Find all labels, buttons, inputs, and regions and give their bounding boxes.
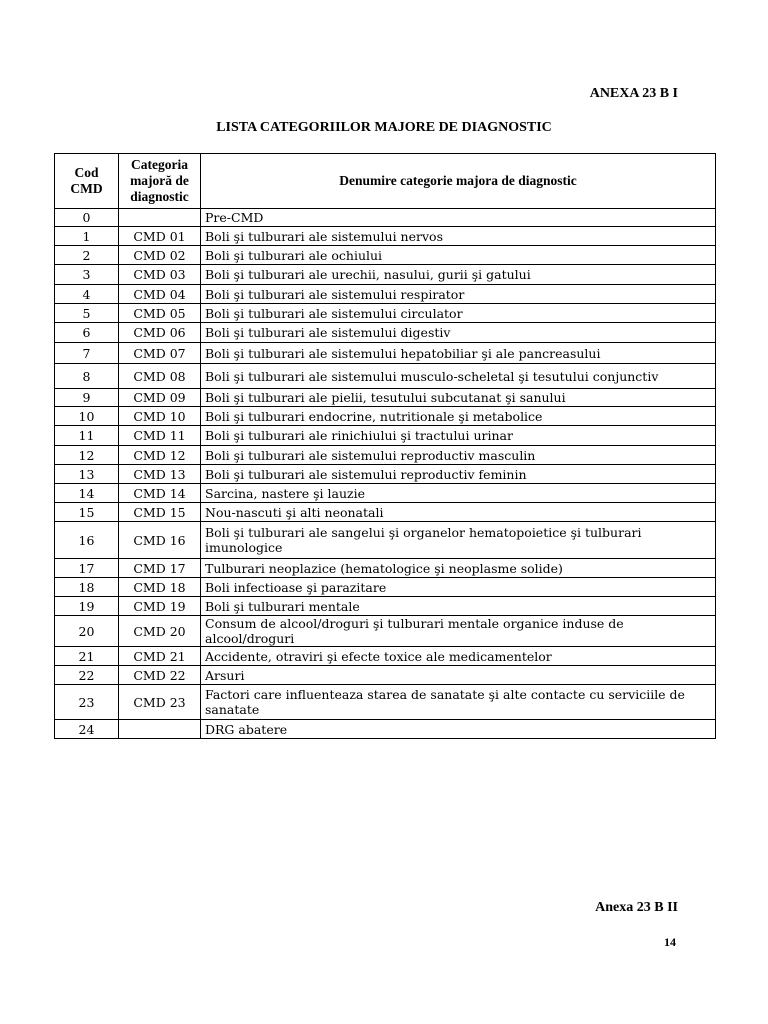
cell-categoria xyxy=(119,720,201,739)
cell-cod-cmd: 18 xyxy=(55,578,119,597)
table-row xyxy=(55,559,716,578)
cell-denumire: Boli şi tulburari ale sistemului reproductiv masculin xyxy=(201,446,716,465)
table-row xyxy=(55,616,716,647)
table-row xyxy=(55,265,716,285)
cell-cod-cmd: 16 xyxy=(55,522,119,559)
table-row xyxy=(55,666,716,685)
table-row xyxy=(55,465,716,484)
table-row xyxy=(55,389,716,407)
table-row xyxy=(55,364,716,389)
cmd-table xyxy=(54,153,716,739)
cell-cod-cmd: 19 xyxy=(55,597,119,616)
table-row xyxy=(55,426,716,446)
cell-denumire: Nou-nascuti şi alti neonatali xyxy=(201,503,716,522)
cell-cod-cmd: 2 xyxy=(55,246,119,265)
cell-categoria: CMD 14 xyxy=(119,484,201,503)
cell-cod-cmd: 4 xyxy=(55,285,119,304)
table-row xyxy=(55,647,716,666)
table-row xyxy=(55,246,716,265)
cell-denumire: Pre-CMD xyxy=(201,209,716,227)
cell-categoria: CMD 02 xyxy=(119,246,201,265)
table-row xyxy=(55,304,716,323)
cell-denumire: Boli şi tulburari ale sistemului musculo-scheletal şi tesutului conjunctiv xyxy=(201,364,716,389)
cell-denumire: Arsuri xyxy=(201,666,716,685)
cell-categoria: CMD 05 xyxy=(119,304,201,323)
header-denumire: Denumire categorie majora de diagnostic xyxy=(201,154,716,209)
table-row xyxy=(55,407,716,426)
header-cod-cmd: Cod CMD xyxy=(55,154,119,209)
cell-cod-cmd: 6 xyxy=(55,323,119,343)
cell-denumire: Accidente, otraviri şi efecte toxice ale medicamentelor xyxy=(201,647,716,666)
header-categoria: Categoria majoră de diagnostic xyxy=(119,154,201,209)
cell-categoria: CMD 22 xyxy=(119,666,201,685)
table-row xyxy=(55,209,716,227)
table-row xyxy=(55,484,716,503)
cell-cod-cmd: 5 xyxy=(55,304,119,323)
cell-cod-cmd: 9 xyxy=(55,389,119,407)
cell-categoria: CMD 19 xyxy=(119,597,201,616)
cell-cod-cmd: 15 xyxy=(55,503,119,522)
cell-cod-cmd: 10 xyxy=(55,407,119,426)
cell-denumire: Boli şi tulburari ale sistemului respirator xyxy=(201,285,716,304)
cell-denumire: Boli şi tulburari endocrine, nutritionale şi metabolice xyxy=(201,407,716,426)
cell-denumire: DRG abatere xyxy=(201,720,716,739)
cell-categoria: CMD 15 xyxy=(119,503,201,522)
cell-cod-cmd: 7 xyxy=(55,343,119,364)
cell-categoria: CMD 03 xyxy=(119,265,201,285)
table-body xyxy=(55,209,716,739)
table-row xyxy=(55,285,716,304)
table-row xyxy=(55,597,716,616)
cell-denumire: Boli şi tulburari ale sangelui şi organelor hematopoietice şi tulburari imunologice xyxy=(201,522,716,559)
cell-denumire: Boli şi tulburari ale sistemului hepatobiliar şi ale pancreasului xyxy=(201,343,716,364)
cell-categoria: CMD 10 xyxy=(119,407,201,426)
cell-categoria: CMD 17 xyxy=(119,559,201,578)
cell-denumire: Factori care influenteaza starea de sanatate şi alte contacte cu serviciile de sanatate xyxy=(201,685,716,720)
page-number: 14 xyxy=(664,935,676,949)
table-row xyxy=(55,446,716,465)
cell-denumire: Sarcina, nastere şi lauzie xyxy=(201,484,716,503)
cell-denumire: Boli şi tulburari ale urechii, nasului, gurii şi gatului xyxy=(201,265,716,285)
cell-categoria: CMD 06 xyxy=(119,323,201,343)
annex-heading: ANEXA 23 B I xyxy=(589,86,678,101)
cell-categoria: CMD 09 xyxy=(119,389,201,407)
cell-categoria: CMD 13 xyxy=(119,465,201,484)
cell-cod-cmd: 14 xyxy=(55,484,119,503)
cell-cod-cmd: 12 xyxy=(55,446,119,465)
cell-denumire: Boli şi tulburari ale ochiului xyxy=(201,246,716,265)
table-row xyxy=(55,578,716,597)
cell-denumire: Boli şi tulburari ale sistemului circulator xyxy=(201,304,716,323)
table-header-row xyxy=(55,154,716,209)
cell-cod-cmd: 21 xyxy=(55,647,119,666)
cell-cod-cmd: 24 xyxy=(55,720,119,739)
document-title: LISTA CATEGORIILOR MAJORE DE DIAGNOSTIC xyxy=(216,120,552,135)
table-row xyxy=(55,685,716,720)
cell-denumire: Boli şi tulburari ale sistemului digestiv xyxy=(201,323,716,343)
cell-categoria: CMD 07 xyxy=(119,343,201,364)
cell-categoria: CMD 12 xyxy=(119,446,201,465)
cell-categoria: CMD 04 xyxy=(119,285,201,304)
cell-cod-cmd: 0 xyxy=(55,209,119,227)
cell-denumire: Boli şi tulburari ale pielii, tesutului subcutanat şi sanului xyxy=(201,389,716,407)
next-annex-heading: Anexa 23 B II xyxy=(595,900,678,915)
cell-cod-cmd: 22 xyxy=(55,666,119,685)
cell-cod-cmd: 13 xyxy=(55,465,119,484)
cell-categoria: CMD 18 xyxy=(119,578,201,597)
cell-cod-cmd: 3 xyxy=(55,265,119,285)
table-row xyxy=(55,522,716,559)
cell-categoria: CMD 08 xyxy=(119,364,201,389)
table-row xyxy=(55,720,716,739)
table-row xyxy=(55,503,716,522)
cell-categoria: CMD 01 xyxy=(119,227,201,246)
cell-denumire: Consum de alcool/droguri şi tulburari mentale organice induse de alcool/droguri xyxy=(201,616,716,647)
cell-categoria: CMD 21 xyxy=(119,647,201,666)
cell-denumire: Boli şi tulburari ale sistemului reproductiv feminin xyxy=(201,465,716,484)
table-row xyxy=(55,323,716,343)
cell-cod-cmd: 1 xyxy=(55,227,119,246)
cell-cod-cmd: 8 xyxy=(55,364,119,389)
table-row xyxy=(55,343,716,364)
cell-categoria: CMD 23 xyxy=(119,685,201,720)
cell-categoria xyxy=(119,209,201,227)
cell-categoria: CMD 20 xyxy=(119,616,201,647)
table-row xyxy=(55,227,716,246)
cell-cod-cmd: 11 xyxy=(55,426,119,446)
cell-cod-cmd: 23 xyxy=(55,685,119,720)
cell-cod-cmd: 17 xyxy=(55,559,119,578)
cell-denumire: Boli şi tulburari ale rinichiului şi tractului urinar xyxy=(201,426,716,446)
cell-categoria: CMD 11 xyxy=(119,426,201,446)
cell-denumire: Boli infectioase şi parazitare xyxy=(201,578,716,597)
cell-denumire: Boli şi tulburari ale sistemului nervos xyxy=(201,227,716,246)
cell-denumire: Tulburari neoplazice (hematologice şi neoplasme solide) xyxy=(201,559,716,578)
cell-categoria: CMD 16 xyxy=(119,522,201,559)
cell-denumire: Boli şi tulburari mentale xyxy=(201,597,716,616)
cell-cod-cmd: 20 xyxy=(55,616,119,647)
